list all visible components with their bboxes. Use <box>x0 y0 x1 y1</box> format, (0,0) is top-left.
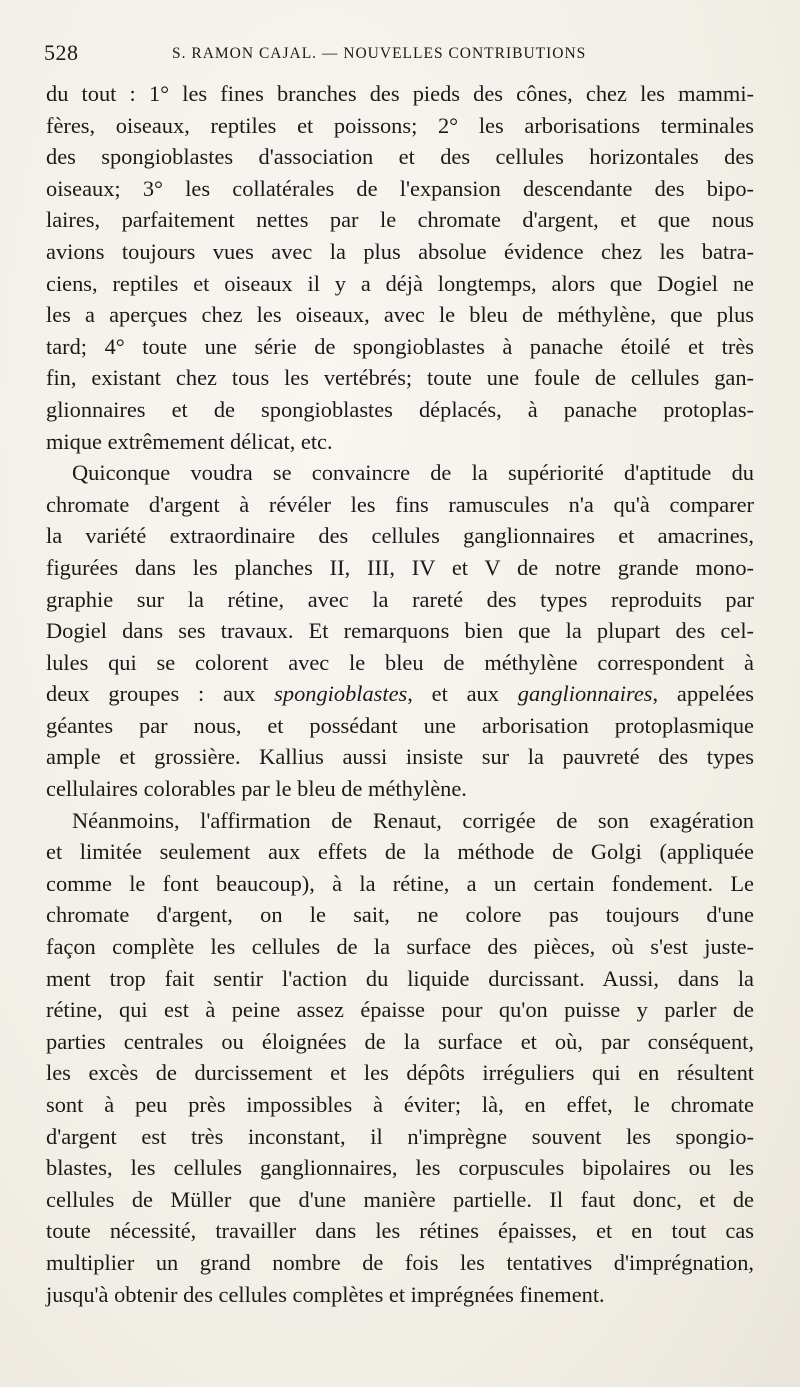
text-line: parties centrales ou éloignées de la surface et où, par conséquent, <box>46 1028 754 1054</box>
text-line: glionnaires et de spongioblastes déplacés, à panache protoplas- <box>46 396 754 422</box>
paragraph-1 <box>46 78 754 457</box>
text-line: ample et grossière. Kallius aussi insiste sur la pauvreté des types <box>46 744 754 770</box>
text-line: ment trop fait sentir l'action du liquide durcissant. Aussi, dans la <box>46 965 754 991</box>
text-line: figurées dans les planches II, III, IV et V de notre grande mono- <box>46 554 754 580</box>
text-line: lules qui se colorent avec le bleu de méthylène correspondent à <box>46 649 754 675</box>
text-line: Néanmoins, l'affirmation de Renaut, corrigée de son exagération <box>72 807 754 833</box>
text-line: d'argent est très inconstant, il n'imprègne souvent les spongio- <box>46 1123 754 1149</box>
text-line: mique extrêmement délicat, etc. <box>46 428 333 454</box>
page-number: 528 <box>44 40 79 65</box>
text-line: cellules de Müller que d'une manière partielle. Il faut donc, et de <box>46 1186 754 1212</box>
text-line: géantes par nous, et possédant une arborisation protoplasmique <box>46 712 754 738</box>
text-line: oiseaux; 3° les collatérales de l'expansion descendante des bipo- <box>46 175 754 201</box>
text-line: Dogiel dans ses travaux. Et remarquons bien que la plupart des cel- <box>46 618 754 644</box>
text-line: comme le font beaucoup), à la rétine, a un certain fondement. Le <box>46 870 754 896</box>
text-line: fin, existant chez tous les vertébrés; toute une foule de cellules gan- <box>46 365 754 391</box>
text-line: des spongioblastes d'association et des cellules horizontales des <box>46 144 754 170</box>
text-run: , et aux <box>407 681 518 707</box>
page-header <box>44 40 756 70</box>
text-line: tard; 4° toute une série de spongioblastes à panache étoilé et très <box>46 333 754 359</box>
text-run: , appelées <box>652 681 754 707</box>
text-line: Quiconque voudra se convaincre de la supériorité d'aptitude du <box>72 460 754 486</box>
paragraph-2 <box>46 457 754 805</box>
text-line: ciens, reptiles et oiseaux il y a déjà longtemps, alors que Dogiel ne <box>46 270 754 296</box>
text-line: jusqu'à obtenir des cellules complètes et imprégnées finement. <box>46 1281 605 1307</box>
body-text <box>46 78 754 1310</box>
text-line: les excès de durcissement et les dépôts irréguliers qui en résultent <box>46 1060 754 1086</box>
running-head: S. RAMON CAJAL. — NOUVELLES CONTRIBUTIONS <box>172 45 587 62</box>
text-line: la variété extraordinaire des cellules ganglionnaires et amacrines, <box>46 523 754 549</box>
text-line: fères, oiseaux, reptiles et poissons; 2° les arborisations terminales <box>46 112 754 138</box>
text-line: façon complète les cellules de la surface des pièces, où s'est juste- <box>46 934 754 960</box>
paragraph-3 <box>46 805 754 1311</box>
text-run: deux groupes : aux <box>46 681 275 707</box>
text-line: rétine, qui est à peine assez épaisse pour qu'on puisse y parler de <box>46 997 754 1023</box>
text-line: et limitée seulement aux effets de la méthode de Golgi (appliquée <box>46 839 754 865</box>
text-line: chromate d'argent à révéler les fins ramuscules n'a qu'à comparer <box>46 491 754 517</box>
text-line: du tout : 1° les fines branches des pieds des cônes, chez les mammi- <box>46 81 754 106</box>
text-line: cellulaires colorables par le bleu de méthylène. <box>46 776 467 802</box>
italic-term: spongioblastes <box>274 681 408 707</box>
text-line: multiplier un grand nombre de fois les tentatives d'imprégnation, <box>46 1249 754 1275</box>
text-line: graphie sur la rétine, avec la rareté des types reproduits par <box>46 586 754 612</box>
text-line: laires, parfaitement nettes par le chromate d'argent, et que nous <box>46 207 754 233</box>
text-line: chromate d'argent, on le sait, ne colore pas toujours d'une <box>46 902 754 928</box>
text-line-with-italics <box>46 678 754 710</box>
text-line: avions toujours vues avec la plus absolue évidence chez les batra- <box>46 238 754 264</box>
text-line: les a aperçues chez les oiseaux, avec le bleu de méthylène, que plus <box>46 302 754 328</box>
text-line: blastes, les cellules ganglionnaires, les corpuscules bipolaires ou les <box>46 1155 754 1181</box>
text-line: sont à peu près impossibles à éviter; là, en effet, le chromate <box>46 1092 754 1117</box>
text-line: toute nécessité, travailler dans les rétines épaisses, et en tout cas <box>46 1218 754 1244</box>
italic-term: ganglionnaires <box>517 681 653 707</box>
